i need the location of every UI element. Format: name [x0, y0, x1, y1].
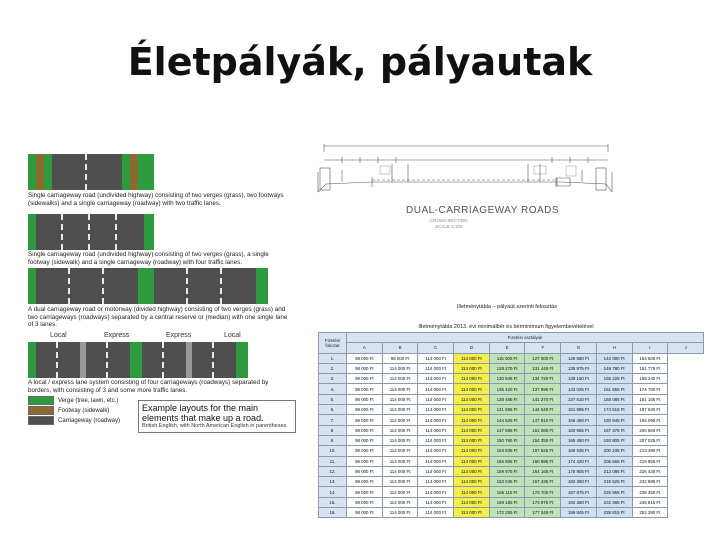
salary-cell: 238 815 Ft [596, 508, 632, 518]
salary-cell: 194 095 Ft [632, 415, 668, 425]
salary-cell: 114 000 Ft [418, 374, 454, 384]
row-grade-cell: 7. [319, 415, 347, 425]
road-strip-single-two-lanes [28, 154, 154, 190]
salary-cell: 114 000 Ft [418, 425, 454, 435]
row-grade-cell: 9. [319, 435, 347, 445]
road-caption: A local / express lane system consisting of four carriageways (roadways) separated by borders, with consisting of 3 and some more traffic lanes. [28, 379, 269, 394]
salary-cell: 144 540 Ft [525, 405, 561, 415]
table-row [319, 508, 704, 518]
salary-cell: 167 435 Ft [525, 477, 561, 487]
salary-cell: 177 245 Ft [525, 508, 561, 518]
lane-label-local: Local [224, 332, 241, 339]
salary-cell: 156 905 Ft [489, 456, 525, 466]
salary-cell: 114 000 Ft [454, 363, 490, 373]
salary-cell: 160 965 Ft [561, 425, 597, 435]
legend-item-verge [28, 396, 138, 405]
salary-cell: 151 995 Ft [561, 405, 597, 415]
row-grade-cell: 12. [319, 466, 347, 476]
salary-cell: 114 000 Ft [454, 425, 490, 435]
carriageway-lane [86, 342, 108, 378]
salary-cell: 114 000 Ft [382, 394, 418, 404]
salary-cell: 174 420 Ft [561, 456, 597, 466]
salary-cell: 114 000 Ft [382, 487, 418, 497]
salary-cell: 114 000 Ft [382, 363, 418, 373]
salary-cell: 114 000 Ft [418, 508, 454, 518]
drawing-scale [430, 218, 468, 230]
salary-cell: 114 000 Ft [382, 405, 418, 415]
salary-cell: 114 000 Ft [418, 415, 454, 425]
salary-cell: 232 885 Ft [632, 477, 668, 487]
road-strip-local-express [28, 342, 268, 378]
lane-label-express: Express [104, 332, 130, 339]
table-row [319, 405, 704, 415]
salary-cell: 154 500 Ft [632, 353, 668, 363]
table-column-header: I [632, 343, 668, 353]
carriageway-lane [222, 268, 256, 304]
salary-cell: 114 000 Ft [382, 456, 418, 466]
salary-table [318, 332, 704, 518]
salary-cell: 192 360 Ft [561, 497, 597, 507]
salary-cell: 172 255 Ft [489, 508, 525, 518]
salary-cell: 178 905 Ft [561, 466, 597, 476]
row-grade-cell: 11. [319, 456, 347, 466]
salary-cell: 114 000 Ft [454, 497, 490, 507]
salary-cell: 114 000 Ft [454, 353, 490, 363]
row-grade-cell: 10. [319, 446, 347, 456]
legend-label: Carriageway (roadway) [58, 417, 121, 424]
salary-cell: 114 000 Ft [454, 384, 490, 394]
salary-cell: 114 000 Ft [382, 497, 418, 507]
salary-cell: 114 000 Ft [382, 477, 418, 487]
road-caption: Single carriageway road (undivided highway) consisting of two verges (grass), a single footway (sidewalk) and a single carriageway (roadway) with four traffic lanes. [28, 251, 269, 266]
salary-cell: 114 000 Ft [382, 446, 418, 456]
table-column-header: H [596, 343, 632, 353]
salary-cell: 245 815 Ft [632, 497, 668, 507]
salary-cell: 137 995 Ft [525, 384, 561, 394]
salary-cell: 115 000 Ft [489, 353, 525, 363]
table-column-header: A [347, 343, 383, 353]
salary-cell: 196 845 Ft [561, 508, 597, 518]
row-grade-cell: 1. [319, 353, 347, 363]
salary-cell: 114 000 Ft [418, 477, 454, 487]
salary-cell: 114 000 Ft [418, 363, 454, 373]
carriageway-lane [214, 342, 236, 378]
salary-cell: 213 490 Ft [632, 446, 668, 456]
salary-cell: 98 000 Ft [382, 353, 418, 363]
salary-cell: 114 000 Ft [382, 508, 418, 518]
salary-cell: 252 280 Ft [632, 508, 668, 518]
salary-cell: 98 000 Ft [347, 363, 383, 373]
salary-cell: 187 630 Ft [632, 405, 668, 415]
salary-cell: 114 000 Ft [418, 394, 454, 404]
table-column-header: F [525, 343, 561, 353]
salary-cell: 98 000 Ft [347, 374, 383, 384]
salary-cell: 168 240 Ft [632, 374, 668, 384]
salary-cell: 114 000 Ft [454, 394, 490, 404]
salary-cell: 98 000 Ft [347, 435, 383, 445]
road-layout-figure [28, 150, 290, 430]
salary-cell: 98 000 Ft [347, 508, 383, 518]
salary-cell: 206 665 Ft [596, 456, 632, 466]
table-row [319, 477, 704, 487]
salary-cell: 98 000 Ft [347, 425, 383, 435]
salary-cell: 207 025 Ft [632, 435, 668, 445]
row-grade-cell: 5. [319, 394, 347, 404]
salary-cell: 114 000 Ft [454, 435, 490, 445]
legend-item-carriageway [28, 416, 138, 425]
salary-cell: 114 000 Ft [454, 456, 490, 466]
salary-cell: 159 975 Ft [489, 466, 525, 476]
salary-cell: 114 000 Ft [418, 384, 454, 394]
table-column-header: G [561, 343, 597, 353]
salary-cell: 153 835 Ft [489, 446, 525, 456]
salary-cell: 165 450 Ft [561, 435, 597, 445]
salary-cell: 114 000 Ft [382, 415, 418, 425]
salary-cell: 130 845 Ft [489, 374, 525, 384]
salary-cell: 170 705 Ft [525, 487, 561, 497]
salary-cell: 144 625 Ft [489, 415, 525, 425]
salary-cell: 219 525 Ft [596, 477, 632, 487]
road-legend [28, 396, 138, 426]
road-strip-dual-carriageway [28, 268, 268, 304]
salary-cell: 181 165 Ft [632, 394, 668, 404]
salary-cell: 131 445 Ft [525, 363, 561, 373]
salary-cell: 193 805 Ft [596, 435, 632, 445]
salary-cell: 98 000 Ft [347, 415, 383, 425]
salary-cell: 114 000 Ft [454, 374, 490, 384]
salary-cell: 213 095 Ft [596, 466, 632, 476]
table-column-header: B [382, 343, 418, 353]
salary-cell: 143 025 Ft [561, 384, 597, 394]
verge-segment [28, 268, 36, 304]
footway-segment [36, 154, 44, 190]
legend-label: Verge (tree, lawn, etc.) [58, 397, 119, 404]
table-column-header: J [668, 343, 704, 353]
table-row [319, 466, 704, 476]
table-corner-header: Fizetési fokozat [319, 333, 347, 354]
salary-cell: 139 160 Ft [561, 374, 597, 384]
salary-cell: 114 000 Ft [382, 435, 418, 445]
salary-cell: 114 000 Ft [454, 508, 490, 518]
verge-segment [138, 154, 154, 190]
table-row [319, 497, 704, 507]
salary-cell: 168 085 Ft [596, 394, 632, 404]
salary-cell: 114 000 Ft [382, 466, 418, 476]
salary-cell: 148 780 Ft [596, 363, 632, 373]
salary-cell: 141 555 Ft [489, 405, 525, 415]
salary-cell: 114 000 Ft [418, 435, 454, 445]
carriageway-lane [87, 154, 122, 190]
salary-cell: 114 000 Ft [418, 497, 454, 507]
footway-segment [130, 154, 138, 190]
carriageway-lane [63, 214, 90, 250]
salary-cell: 157 625 Ft [525, 446, 561, 456]
carriageway-lane [188, 268, 222, 304]
salary-cell: 135 975 Ft [561, 363, 597, 373]
table-title: Illetménytábla – pályaút szerinti felosztás [457, 304, 557, 310]
drawing-scale-line: CROSS-SECTION [430, 218, 468, 223]
salary-cell: 219 955 Ft [632, 456, 668, 466]
layout-note-subtext: British English, with North American English in parentheses. [142, 423, 288, 429]
table-row [319, 384, 704, 394]
salary-cell: 114 000 Ft [418, 487, 454, 497]
salary-cell: 128 270 Ft [489, 363, 525, 373]
salary-cell: 138 485 Ft [489, 394, 525, 404]
carriageway-lane [36, 342, 58, 378]
lane-labels [28, 332, 290, 342]
carriageway-lane [164, 342, 186, 378]
salary-cell: 200 560 Ft [632, 425, 668, 435]
carriageway-lane [58, 342, 80, 378]
row-grade-cell: 15. [319, 497, 347, 507]
salary-cell: 163 045 Ft [489, 477, 525, 487]
salary-cell: 161 655 Ft [596, 384, 632, 394]
salary-cell: 147 695 Ft [489, 425, 525, 435]
row-grade-cell: 4. [319, 384, 347, 394]
drawing-scale-line: SCALE 1:100 [435, 224, 463, 229]
carriageway-lane [104, 268, 138, 304]
legend-swatch [28, 406, 54, 415]
table-row [319, 363, 704, 373]
table-subtitle: Illetménytábla 2013. évi minimálbér és bérminimum figyelembevételével [418, 324, 594, 330]
salary-cell: 226 420 Ft [632, 466, 668, 476]
salary-cell: 114 000 Ft [454, 477, 490, 487]
salary-cell: 114 000 Ft [418, 466, 454, 476]
table-column-header-row [319, 343, 704, 353]
salary-cell: 114 000 Ft [418, 446, 454, 456]
salary-cell: 160 895 Ft [525, 456, 561, 466]
carriageway-lane [108, 342, 130, 378]
salary-cell: 114 000 Ft [454, 405, 490, 415]
salary-cell: 155 225 Ft [596, 374, 632, 384]
salary-cell: 127 000 Ft [525, 353, 561, 363]
salary-cell: 151 085 Ft [525, 425, 561, 435]
verge-segment [28, 342, 36, 378]
salary-cell: 98 000 Ft [347, 456, 383, 466]
salary-cell: 134 720 Ft [525, 374, 561, 384]
table-row [319, 487, 704, 497]
salary-cell: 135 420 Ft [489, 384, 525, 394]
salary-cell: 187 875 Ft [561, 487, 597, 497]
salary-cell: 114 000 Ft [454, 487, 490, 497]
verge-segment [28, 214, 36, 250]
table-row [319, 425, 704, 435]
table-column-header: E [489, 343, 525, 353]
salary-cell: 114 000 Ft [454, 466, 490, 476]
row-grade-cell: 6. [319, 405, 347, 415]
central-reserve [130, 342, 142, 378]
verge-segment [256, 268, 268, 304]
row-grade-cell: 16. [319, 508, 347, 518]
verge-segment [28, 154, 36, 190]
carriageway-lane [142, 342, 164, 378]
salary-cell: 200 235 Ft [596, 446, 632, 456]
row-grade-cell: 3. [319, 374, 347, 384]
salary-cell: 239 350 Ft [632, 487, 668, 497]
carriageway-lane [90, 214, 117, 250]
legend-item-footway [28, 406, 138, 415]
carriageway-lane [70, 268, 104, 304]
salary-cell: 114 000 Ft [418, 405, 454, 415]
road-caption: A dual carriageway road or motorway (divided highway) consisting of two verges (grass) and two carriageways (roadways) separated by a central reserve or (median) with one single lane of 3 lanes. [28, 306, 288, 328]
salary-cell: 114 000 Ft [418, 456, 454, 466]
row-grade-cell: 8. [319, 425, 347, 435]
table-group-header: Fizetési osztályok [347, 333, 704, 343]
salary-cell: 98 000 Ft [347, 477, 383, 487]
salary-cell: 147 810 Ft [525, 415, 561, 425]
salary-cell: 98 000 Ft [347, 353, 383, 363]
table-row [319, 446, 704, 456]
salary-cell: 114 000 Ft [454, 446, 490, 456]
salary-cell: 129 580 Ft [561, 353, 597, 363]
table-row [319, 353, 704, 363]
table-row [319, 394, 704, 404]
road-caption: Single carriageway road (undivided highway) consisting of two verges (grass), two footways (sidewalks) and a single carriageway (roadway) with two traffic lanes. [28, 192, 284, 207]
row-grade-cell: 2. [319, 363, 347, 373]
salary-cell: 173 975 Ft [525, 497, 561, 507]
road-strip-single-four-lanes [28, 214, 154, 250]
carriageway-lane [52, 154, 87, 190]
carriageway-lane [192, 342, 214, 378]
salary-cell: 150 765 Ft [489, 435, 525, 445]
salary-cell: 232 385 Ft [596, 497, 632, 507]
table-row [319, 456, 704, 466]
salary-cell: 114 000 Ft [418, 353, 454, 363]
salary-table-body [319, 353, 704, 518]
carriageway-lane [36, 214, 63, 250]
salary-cell: 98 000 Ft [347, 497, 383, 507]
salary-cell: 147 510 Ft [561, 394, 597, 404]
salary-cell: 142 000 Ft [596, 353, 632, 363]
layout-note-box [138, 400, 296, 433]
row-grade-cell: 13. [319, 477, 347, 487]
salary-cell: 174 515 Ft [596, 405, 632, 415]
carriageway-lane [117, 214, 144, 250]
carriageway-lane [36, 268, 70, 304]
verge-segment [144, 214, 154, 250]
carriageway-lane [154, 268, 188, 304]
table-row [319, 435, 704, 445]
salary-cell: 187 375 Ft [596, 425, 632, 435]
salary-cell: 98 000 Ft [347, 466, 383, 476]
legend-swatch [28, 396, 54, 405]
salary-cell: 98 000 Ft [347, 405, 383, 415]
lane-label-express: Express [166, 332, 192, 339]
legend-swatch [28, 416, 54, 425]
salary-cell: 114 000 Ft [382, 384, 418, 394]
lane-label-local: Local [50, 332, 67, 339]
table-column-header: D [454, 343, 490, 353]
table-row [319, 415, 704, 425]
salary-cell: 141 270 Ft [525, 394, 561, 404]
salary-cell: 154 355 Ft [525, 435, 561, 445]
verge-segment [122, 154, 130, 190]
legend-label: Footway (sidewalk) [58, 407, 110, 414]
central-reserve [138, 268, 154, 304]
slide-title: Életpályák, pályautak [127, 40, 593, 84]
salary-cell: 174 700 Ft [632, 384, 668, 394]
verge-segment [44, 154, 52, 190]
salary-cell: 156 480 Ft [561, 415, 597, 425]
verge-segment [236, 342, 248, 378]
salary-cell: 166 115 Ft [489, 487, 525, 497]
salary-cell: 114 000 Ft [382, 374, 418, 384]
table-column-header: C [418, 343, 454, 353]
salary-table-panel [310, 302, 704, 517]
salary-cell: 169 935 Ft [561, 446, 597, 456]
salary-cell: 98 000 Ft [347, 384, 383, 394]
salary-cell: 164 165 Ft [525, 466, 561, 476]
layout-note-text: Example layouts for the main elements that make up a road. [142, 403, 264, 423]
salary-cell: 161 775 Ft [632, 363, 668, 373]
salary-cell: 183 390 Ft [561, 477, 597, 487]
salary-cell: 225 955 Ft [596, 487, 632, 497]
table-row [319, 374, 704, 384]
salary-cell: 169 185 Ft [489, 497, 525, 507]
drawing-caption: DUAL-CARRIAGEWAY ROADS [406, 205, 560, 216]
salary-cell: 114 000 Ft [382, 425, 418, 435]
salary-cell: 98 000 Ft [347, 394, 383, 404]
salary-cell: 98 000 Ft [347, 446, 383, 456]
salary-cell: 98 000 Ft [347, 487, 383, 497]
salary-cell: 114 000 Ft [454, 415, 490, 425]
salary-cell: 180 945 Ft [596, 415, 632, 425]
row-grade-cell: 14. [319, 487, 347, 497]
